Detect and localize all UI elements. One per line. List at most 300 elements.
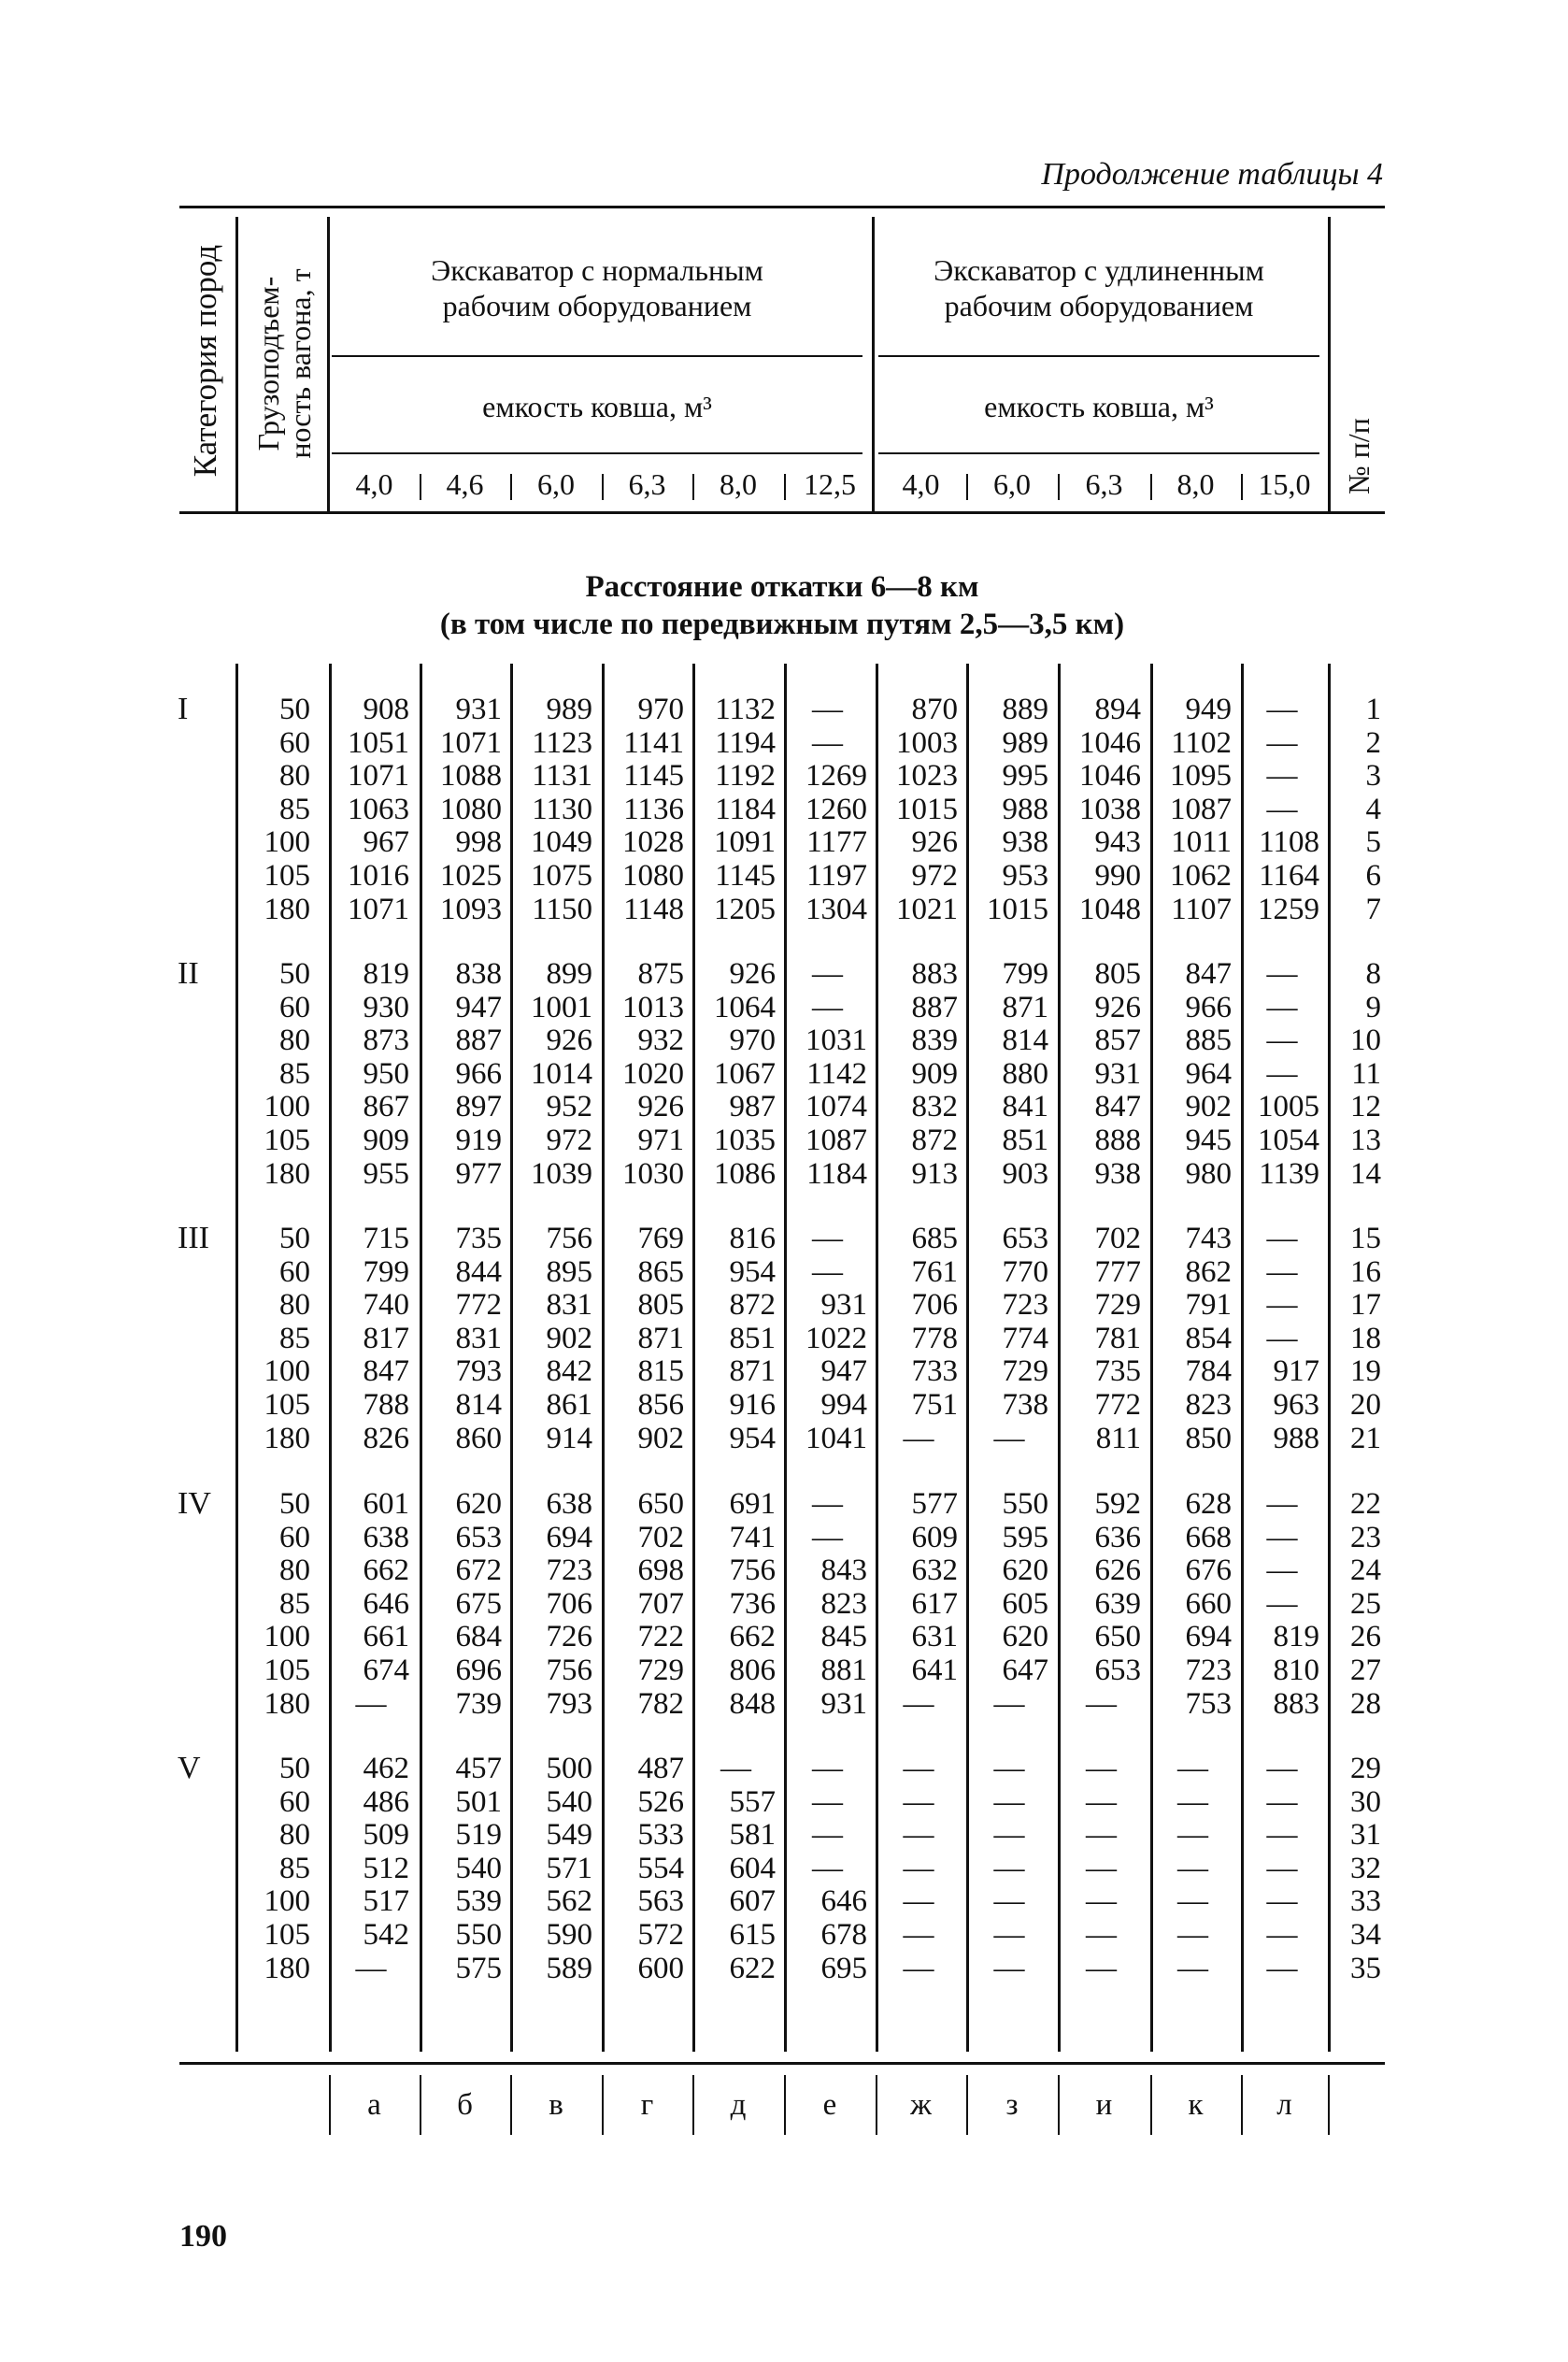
table-cell: 722 bbox=[637, 1620, 684, 1654]
table-cell: 1107 bbox=[1171, 892, 1232, 926]
table-cell: — bbox=[993, 1951, 1025, 1985]
table-cell: 851 bbox=[1002, 1124, 1048, 1157]
table-cell: 632 bbox=[911, 1553, 958, 1588]
row-number: 23 bbox=[1350, 1520, 1381, 1554]
row-number: 26 bbox=[1350, 1620, 1381, 1654]
table-cell: 842 bbox=[546, 1354, 592, 1389]
table-cell: 1108 bbox=[1259, 825, 1319, 860]
table-cell: 1028 bbox=[622, 825, 684, 860]
table-cell: 1011 bbox=[1171, 825, 1232, 860]
table-cell: 814 bbox=[1002, 1024, 1048, 1058]
extended-bucket-rule bbox=[878, 452, 1319, 454]
table-cell: — bbox=[812, 1222, 843, 1255]
table-cell: — bbox=[903, 1851, 934, 1885]
table-cell: — bbox=[1266, 1056, 1298, 1091]
table-cell: 1123 bbox=[532, 725, 592, 760]
table-cell: 909 bbox=[911, 1056, 958, 1091]
table-cell: 1136 bbox=[623, 792, 684, 826]
letter-sep bbox=[966, 2075, 968, 2135]
header-top-rule bbox=[179, 206, 1385, 208]
table-cell: — bbox=[993, 1686, 1025, 1721]
category-label: III bbox=[178, 1221, 209, 1255]
table-cell: — bbox=[1177, 1752, 1208, 1785]
table-cell: 1030 bbox=[622, 1156, 684, 1191]
table-cell: 995 bbox=[1002, 759, 1048, 794]
table-cell: 873 bbox=[363, 1024, 409, 1058]
table-cell: — bbox=[1177, 1784, 1208, 1819]
table-cell: 964 bbox=[1185, 1056, 1232, 1091]
table-cell: — bbox=[1266, 1884, 1298, 1919]
table-cell: 1038 bbox=[1079, 792, 1141, 826]
table-cell: 1048 bbox=[1079, 892, 1141, 926]
capacity-value: 60 bbox=[279, 1520, 310, 1554]
category-label: IV bbox=[178, 1486, 211, 1521]
column-letter: з bbox=[1005, 2088, 1019, 2122]
row-number: 9 bbox=[1365, 990, 1381, 1024]
row-number: 22 bbox=[1350, 1487, 1381, 1521]
normal-equipment-header: Экскаватор с нормальным рабочим оборудованием bbox=[431, 253, 763, 322]
row-number: 2 bbox=[1365, 725, 1381, 760]
table-cell: 932 bbox=[637, 1024, 684, 1058]
capacity-value: 85 bbox=[279, 1056, 310, 1091]
table-cell: — bbox=[993, 1918, 1025, 1952]
table-cell: 970 bbox=[637, 693, 684, 726]
table-cell: — bbox=[812, 957, 843, 991]
table-cell: 1150 bbox=[532, 892, 592, 926]
capacity-value: 180 bbox=[264, 1951, 310, 1985]
table-cell: 620 bbox=[455, 1487, 502, 1521]
table-cell: — bbox=[812, 1851, 843, 1885]
table-cell: 617 bbox=[911, 1586, 958, 1621]
table-cell: 1304 bbox=[805, 892, 867, 926]
row-number: 21 bbox=[1350, 1421, 1381, 1455]
table-cell: 970 bbox=[729, 1024, 776, 1058]
table-cell: 1145 bbox=[623, 759, 684, 794]
normal-bucket-rule bbox=[332, 452, 862, 454]
capacity-value: 85 bbox=[279, 1321, 310, 1355]
body-sep-10 bbox=[1241, 664, 1244, 2052]
table-cell: 971 bbox=[637, 1124, 684, 1157]
table-cell: 1091 bbox=[714, 825, 776, 860]
table-cell: — bbox=[1266, 1024, 1298, 1058]
table-cell: 1064 bbox=[714, 990, 776, 1024]
table-cell: 756 bbox=[546, 1653, 592, 1687]
table-cell: — bbox=[812, 1487, 843, 1521]
capacity-value: 105 bbox=[264, 1653, 310, 1687]
bucket-size-1: 4,6 bbox=[446, 467, 484, 501]
table-cell: 696 bbox=[455, 1653, 502, 1687]
column-letter: ж bbox=[910, 2088, 932, 2122]
table-cell: — bbox=[1266, 1818, 1298, 1853]
table-cell: — bbox=[1086, 1784, 1117, 1819]
capacity-value: 100 bbox=[264, 1090, 310, 1124]
table-cell: 550 bbox=[455, 1918, 502, 1952]
body-sep-9 bbox=[1150, 664, 1153, 2052]
table-cell: 782 bbox=[637, 1686, 684, 1721]
table-cell: 1054 bbox=[1258, 1124, 1319, 1157]
table-cell: 707 bbox=[637, 1586, 684, 1621]
table-cell: 609 bbox=[911, 1520, 958, 1554]
table-cell: 743 bbox=[1185, 1222, 1232, 1255]
table-cell: 741 bbox=[729, 1520, 776, 1554]
table-cell: 607 bbox=[729, 1884, 776, 1919]
table-cell: 880 bbox=[1002, 1056, 1048, 1091]
table-cell: 533 bbox=[637, 1818, 684, 1853]
table-cell: 926 bbox=[546, 1024, 592, 1058]
row-number: 24 bbox=[1350, 1553, 1381, 1588]
table-cell: 540 bbox=[455, 1851, 502, 1885]
table-cell: 702 bbox=[1094, 1222, 1141, 1255]
table-cell: 575 bbox=[455, 1951, 502, 1985]
table-cell: 799 bbox=[363, 1254, 409, 1289]
table-cell: 1145 bbox=[715, 859, 776, 893]
table-cell: 1269 bbox=[805, 759, 867, 794]
table-cell: — bbox=[1266, 693, 1298, 726]
table-cell: 847 bbox=[1094, 1090, 1141, 1124]
table-cell: 854 bbox=[1185, 1321, 1232, 1355]
table-cell: 639 bbox=[1094, 1586, 1141, 1621]
table-cell: 914 bbox=[546, 1421, 592, 1455]
table-cell: — bbox=[903, 1686, 934, 1721]
table-cell: 723 bbox=[546, 1553, 592, 1588]
table-cell: 735 bbox=[455, 1222, 502, 1255]
table-cell: 674 bbox=[363, 1653, 409, 1687]
table-cell: 947 bbox=[455, 990, 502, 1024]
table-cell: 509 bbox=[363, 1818, 409, 1853]
table-cell: 653 bbox=[1094, 1653, 1141, 1687]
table-cell: 1039 bbox=[531, 1156, 592, 1191]
column-letter: и bbox=[1095, 2088, 1113, 2122]
table-cell: 660 bbox=[1185, 1586, 1232, 1621]
table-cell: 839 bbox=[911, 1024, 958, 1058]
table-cell: — bbox=[993, 1818, 1025, 1853]
table-cell: 815 bbox=[637, 1354, 684, 1389]
table-cell: 998 bbox=[455, 825, 502, 860]
table-cell: 650 bbox=[1094, 1620, 1141, 1654]
table-cell: 805 bbox=[1094, 957, 1141, 991]
table-cell: — bbox=[1266, 759, 1298, 794]
bucket-size-10: 15,0 bbox=[1258, 467, 1311, 501]
table-cell: 1041 bbox=[805, 1421, 867, 1455]
table-cell: — bbox=[720, 1752, 751, 1785]
table-cell: 638 bbox=[546, 1487, 592, 1521]
table-cell: 823 bbox=[820, 1586, 867, 1621]
column-letter: к bbox=[1188, 2088, 1204, 2122]
body-sep-3 bbox=[602, 664, 605, 2052]
table-cell: 769 bbox=[637, 1222, 684, 1255]
table-cell: 650 bbox=[637, 1487, 684, 1521]
table-cell: 772 bbox=[1094, 1388, 1141, 1422]
table-cell: 1021 bbox=[896, 892, 958, 926]
table-cell: — bbox=[993, 1851, 1025, 1885]
table-cell: 601 bbox=[363, 1487, 409, 1521]
table-cell: 902 bbox=[1185, 1090, 1232, 1124]
table-cell: — bbox=[1086, 1951, 1117, 1985]
table-cell: — bbox=[355, 1951, 387, 1985]
table-cell: 668 bbox=[1185, 1520, 1232, 1554]
bucket-size-4: 8,0 bbox=[720, 467, 757, 501]
table-cell: 843 bbox=[820, 1553, 867, 1588]
capacity-value: 100 bbox=[264, 1620, 310, 1654]
table-cell: 1164 bbox=[1259, 859, 1319, 893]
table-cell: 577 bbox=[911, 1487, 958, 1521]
table-cell: 953 bbox=[1002, 859, 1048, 893]
row-number: 8 bbox=[1365, 957, 1381, 991]
table-cell: 462 bbox=[363, 1752, 409, 1785]
bucket-size-9: 8,0 bbox=[1176, 467, 1215, 501]
table-cell: 926 bbox=[637, 1090, 684, 1124]
table-cell: 826 bbox=[363, 1421, 409, 1455]
table-cell: 988 bbox=[1002, 792, 1048, 826]
table-cell: 500 bbox=[546, 1752, 592, 1785]
body-sep-2 bbox=[510, 664, 513, 2052]
capacity-value: 85 bbox=[279, 1851, 310, 1885]
letter-sep bbox=[510, 2075, 512, 2135]
table-cell: 590 bbox=[546, 1918, 592, 1952]
table-cell: — bbox=[1177, 1951, 1208, 1985]
table-cell: 949 bbox=[1185, 693, 1232, 726]
table-cell: 917 bbox=[1273, 1354, 1319, 1389]
table-cell: 691 bbox=[729, 1487, 776, 1521]
table-cell: 595 bbox=[1002, 1520, 1048, 1554]
table-cell: 778 bbox=[911, 1321, 958, 1355]
row-number: 19 bbox=[1350, 1354, 1381, 1389]
column-header-number: № п/п bbox=[1342, 418, 1376, 494]
table-cell: 1205 bbox=[714, 892, 776, 926]
table-cell: 1142 bbox=[806, 1056, 867, 1091]
table-cell: — bbox=[1086, 1884, 1117, 1919]
table-cell: 581 bbox=[729, 1818, 776, 1853]
body-sep-0 bbox=[329, 664, 332, 2052]
table-cell: 729 bbox=[637, 1653, 684, 1687]
row-number: 16 bbox=[1350, 1254, 1381, 1289]
category-label: II bbox=[178, 956, 199, 991]
table-cell: 902 bbox=[546, 1321, 592, 1355]
table-cell: 943 bbox=[1094, 825, 1141, 860]
body-sep-5 bbox=[784, 664, 787, 2052]
body-sep-11 bbox=[1328, 664, 1331, 2052]
table-cell: — bbox=[812, 990, 843, 1024]
table-cell: 1071 bbox=[348, 892, 409, 926]
table-cell: 557 bbox=[729, 1784, 776, 1819]
table-cell: 604 bbox=[729, 1851, 776, 1885]
table-cell: 662 bbox=[363, 1553, 409, 1588]
column-letter: д bbox=[730, 2088, 747, 2122]
capacity-value: 50 bbox=[279, 693, 310, 726]
table-cell: — bbox=[903, 1884, 934, 1919]
row-number: 1 bbox=[1365, 693, 1381, 726]
bucket-size-6: 4,0 bbox=[902, 467, 940, 501]
table-cell: 646 bbox=[820, 1884, 867, 1919]
table-cell: 636 bbox=[1094, 1520, 1141, 1554]
table-cell: 589 bbox=[546, 1951, 592, 1985]
table-cell: 865 bbox=[637, 1254, 684, 1289]
table-cell: 885 bbox=[1185, 1024, 1232, 1058]
table-cell: 620 bbox=[1002, 1553, 1048, 1588]
table-cell: 931 bbox=[455, 693, 502, 726]
table-cell: 563 bbox=[637, 1884, 684, 1919]
table-cell: 793 bbox=[455, 1354, 502, 1389]
row-number: 34 bbox=[1350, 1918, 1381, 1952]
table-cell: 850 bbox=[1185, 1421, 1232, 1455]
table-cell: 740 bbox=[363, 1288, 409, 1323]
table-cell: — bbox=[812, 1818, 843, 1853]
table-cell: — bbox=[903, 1818, 934, 1853]
table-cell: 832 bbox=[911, 1090, 958, 1124]
bucket-size-8: 6,3 bbox=[1085, 467, 1123, 501]
table-cell: 1005 bbox=[1258, 1090, 1319, 1124]
table-cell: 870 bbox=[911, 693, 958, 726]
table-cell: — bbox=[812, 1752, 843, 1785]
table-cell: 592 bbox=[1094, 1487, 1141, 1521]
table-cell: 723 bbox=[1002, 1288, 1048, 1323]
capacity-value: 80 bbox=[279, 1024, 310, 1058]
table-cell: — bbox=[993, 1884, 1025, 1919]
table-cell: 972 bbox=[911, 859, 958, 893]
table-cell: 1130 bbox=[532, 792, 592, 826]
capacity-value: 180 bbox=[264, 1421, 310, 1455]
table-cell: 517 bbox=[363, 1884, 409, 1919]
row-number: 30 bbox=[1350, 1784, 1381, 1819]
table-cell: 860 bbox=[455, 1421, 502, 1455]
capacity-value: 100 bbox=[264, 825, 310, 860]
table-cell: 1087 bbox=[805, 1124, 867, 1157]
table-cell: 881 bbox=[820, 1653, 867, 1687]
table-cell: 519 bbox=[455, 1818, 502, 1853]
table-cell: 641 bbox=[911, 1653, 958, 1687]
table-cell: 799 bbox=[1002, 957, 1048, 991]
table-cell: — bbox=[1266, 957, 1298, 991]
table-cell: 919 bbox=[455, 1124, 502, 1157]
table-cell: — bbox=[1266, 1784, 1298, 1819]
capacity-value: 80 bbox=[279, 1553, 310, 1588]
table-cell: 955 bbox=[363, 1156, 409, 1191]
table-cell: 966 bbox=[455, 1056, 502, 1091]
table-cell: 1197 bbox=[806, 859, 867, 893]
table-cell: 638 bbox=[363, 1520, 409, 1554]
table-cell: 1086 bbox=[714, 1156, 776, 1191]
capacity-value: 100 bbox=[264, 1354, 310, 1389]
table-cell: — bbox=[1086, 1686, 1117, 1721]
column-letter: а bbox=[367, 2088, 381, 2122]
table-cell: 856 bbox=[637, 1388, 684, 1422]
table-cell: 676 bbox=[1185, 1553, 1232, 1588]
table-cell: 1022 bbox=[805, 1321, 867, 1355]
table-cell: 1035 bbox=[714, 1124, 776, 1157]
table-cell: 902 bbox=[637, 1421, 684, 1455]
row-number: 4 bbox=[1365, 792, 1381, 826]
table-cell: 841 bbox=[1002, 1090, 1048, 1124]
capacity-value: 80 bbox=[279, 759, 310, 794]
capacity-value: 180 bbox=[264, 892, 310, 926]
row-number: 32 bbox=[1350, 1851, 1381, 1885]
table-cell: 777 bbox=[1094, 1254, 1141, 1289]
table-cell: 994 bbox=[820, 1388, 867, 1422]
table-cell: — bbox=[1266, 1951, 1298, 1985]
table-cell: 1260 bbox=[805, 792, 867, 826]
table-cell: 875 bbox=[637, 957, 684, 991]
table-cell: 620 bbox=[1002, 1620, 1048, 1654]
table-cell: 698 bbox=[637, 1553, 684, 1588]
table-cell: 1015 bbox=[896, 792, 958, 826]
letter-sep bbox=[1328, 2075, 1330, 2135]
table-cell: 694 bbox=[1185, 1620, 1232, 1654]
table-cell: 894 bbox=[1094, 693, 1141, 726]
table-cell: 989 bbox=[1002, 725, 1048, 760]
table-cell: 706 bbox=[546, 1586, 592, 1621]
table-cell: 512 bbox=[363, 1851, 409, 1885]
table-cell: 806 bbox=[729, 1653, 776, 1687]
table-cell: — bbox=[1177, 1818, 1208, 1853]
table-cell: 723 bbox=[1185, 1653, 1232, 1687]
capacity-value: 60 bbox=[279, 725, 310, 760]
capacity-value: 80 bbox=[279, 1818, 310, 1853]
bucket-size-5: 12,5 bbox=[804, 467, 856, 501]
table-cell: 916 bbox=[729, 1388, 776, 1422]
table-cell: — bbox=[1266, 990, 1298, 1024]
table-cell: 487 bbox=[637, 1752, 684, 1785]
table-cell: 715 bbox=[363, 1222, 409, 1255]
table-cell: 947 bbox=[820, 1354, 867, 1389]
table-cell: 672 bbox=[455, 1553, 502, 1588]
table-cell: — bbox=[903, 1421, 934, 1455]
row-number: 15 bbox=[1350, 1222, 1381, 1255]
row-number: 28 bbox=[1350, 1686, 1381, 1721]
table-cell: 871 bbox=[1002, 990, 1048, 1024]
body-sep-4 bbox=[692, 664, 695, 2052]
table-cell: 871 bbox=[637, 1321, 684, 1355]
table-cell: 784 bbox=[1185, 1354, 1232, 1389]
table-cell: 1051 bbox=[348, 725, 409, 760]
table-cell: 600 bbox=[637, 1951, 684, 1985]
table-cell: 861 bbox=[546, 1388, 592, 1422]
capacity-value: 50 bbox=[279, 1222, 310, 1255]
letter-sep bbox=[1058, 2075, 1060, 2135]
table-cell: 1192 bbox=[715, 759, 776, 794]
table-cell: — bbox=[1266, 1288, 1298, 1323]
table-cell: 1062 bbox=[1170, 859, 1232, 893]
table-cell: 1087 bbox=[1170, 792, 1232, 826]
table-cell: 1074 bbox=[805, 1090, 867, 1124]
table-cell: — bbox=[1266, 1222, 1298, 1255]
table-cell: 966 bbox=[1185, 990, 1232, 1024]
table-cell: 931 bbox=[820, 1686, 867, 1721]
table-cell: 694 bbox=[546, 1520, 592, 1554]
header-sep-4 bbox=[1328, 217, 1331, 511]
letter-sep bbox=[420, 2075, 421, 2135]
table-cell: 486 bbox=[363, 1784, 409, 1819]
column-letter: б bbox=[457, 2088, 473, 2122]
table-cell: 989 bbox=[546, 693, 592, 726]
bucket-size-0: 4,0 bbox=[355, 467, 393, 501]
table-cell: 1139 bbox=[1259, 1156, 1319, 1191]
row-number: 27 bbox=[1350, 1653, 1381, 1687]
table-cell: 926 bbox=[729, 957, 776, 991]
table-cell: — bbox=[1086, 1818, 1117, 1853]
section-title: Расстояние откатки 6—8 км (в том числе по передвижным путям 2,5—3,5 км) bbox=[439, 570, 1125, 641]
category-label: I bbox=[178, 692, 189, 726]
table-cell: 988 bbox=[1273, 1421, 1319, 1455]
table-cell: — bbox=[812, 1520, 843, 1554]
table-cell: 857 bbox=[1094, 1024, 1141, 1058]
capacity-value: 105 bbox=[264, 1124, 310, 1157]
row-number: 33 bbox=[1350, 1884, 1381, 1919]
table-cell: 897 bbox=[455, 1090, 502, 1124]
capacity-value: 60 bbox=[279, 1784, 310, 1819]
table-cell: — bbox=[812, 1784, 843, 1819]
table-cell: 661 bbox=[363, 1620, 409, 1654]
table-cell: 954 bbox=[729, 1421, 776, 1455]
